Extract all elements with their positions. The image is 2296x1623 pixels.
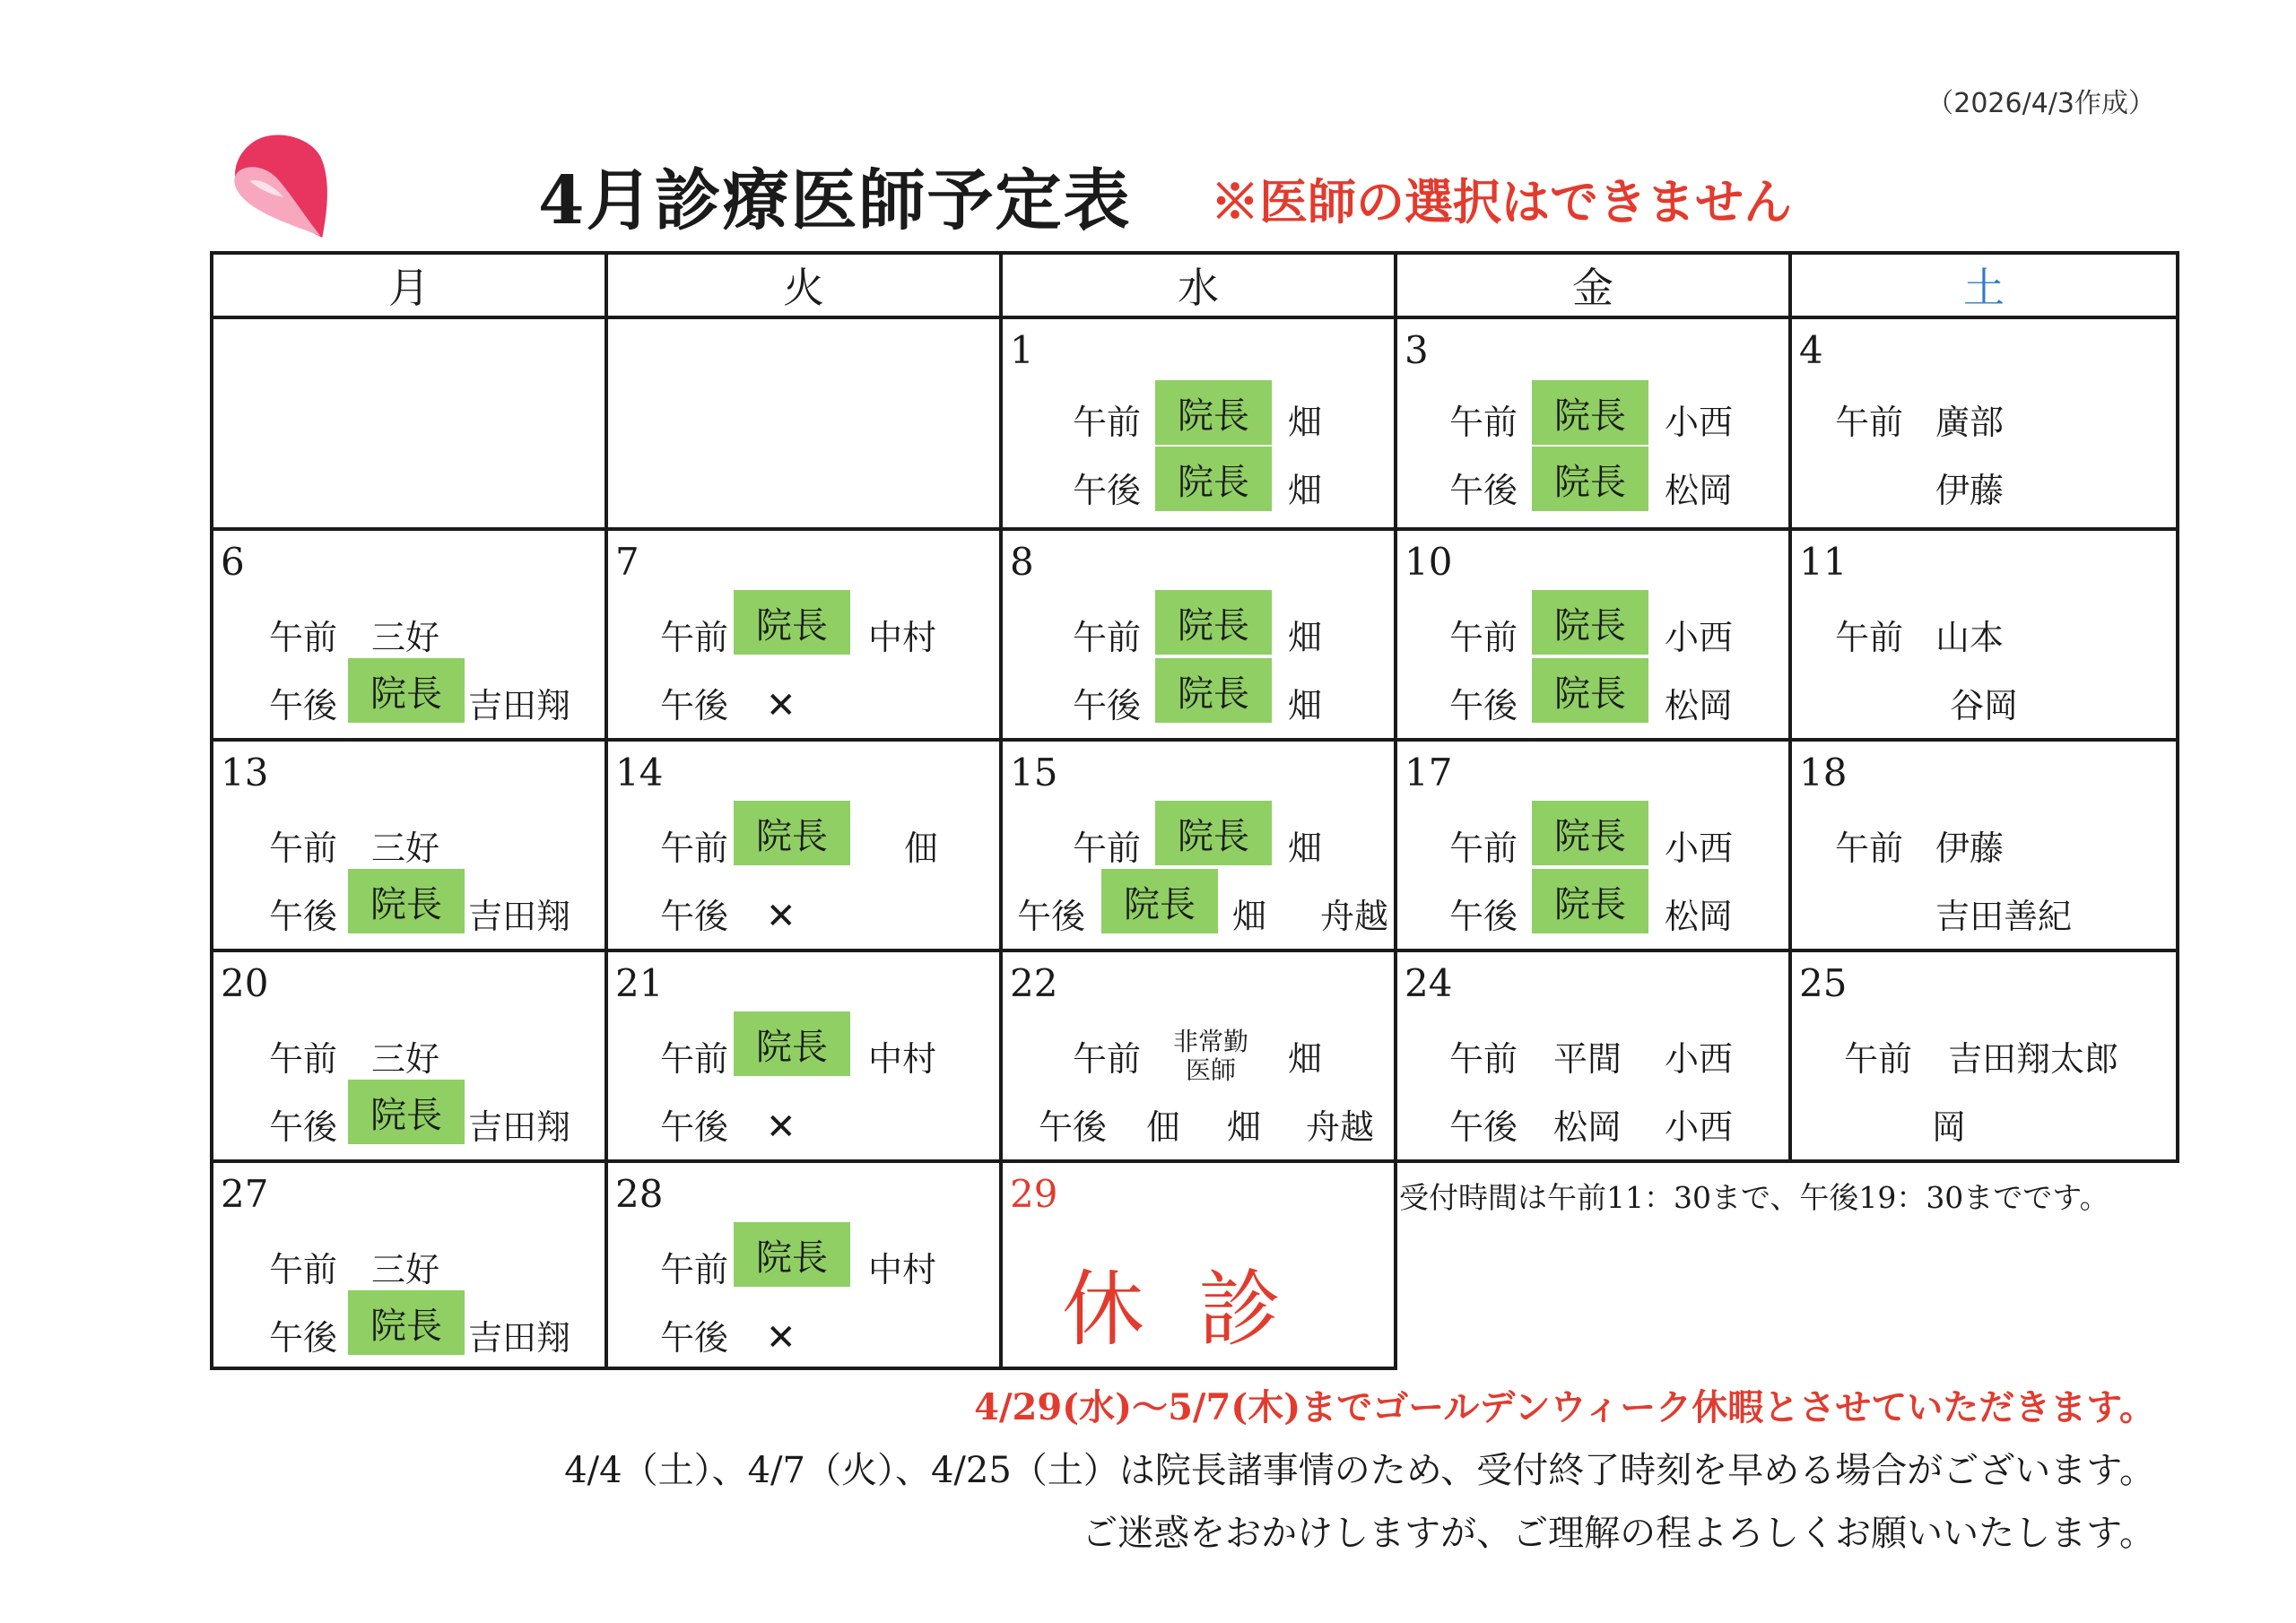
director-badge: 院長 <box>1532 869 1648 933</box>
director-badge: 院長 <box>348 658 465 723</box>
pm-doctor: 畑 <box>1288 471 1323 510</box>
header-mon: 月 <box>210 251 608 319</box>
pm-doctor: 佃 <box>1146 1107 1181 1147</box>
director-badge: 院長 <box>1532 380 1648 445</box>
pm-label: 午後 <box>660 1318 729 1358</box>
pm-doctor: 吉田翔 <box>468 1318 571 1358</box>
am-label: 午前 <box>269 1039 338 1079</box>
am-doctor: 三好 <box>371 1250 440 1289</box>
day-cell-25 <box>1788 949 2179 1163</box>
director-badge: 院長 <box>1532 801 1648 865</box>
am-doctor: 伊藤 <box>1935 829 2005 868</box>
am-doctor: 佃 <box>904 829 939 868</box>
am-label: 午前 <box>1835 829 1904 868</box>
pm-label: 午後 <box>269 1107 338 1147</box>
director-badge: 院長 <box>1532 447 1648 511</box>
closed-mark-icon: ✕ <box>766 685 796 726</box>
pm-label: 午後 <box>269 686 338 725</box>
day-number: 28 <box>615 1172 664 1216</box>
pm-doctor: 松岡 <box>1553 1107 1622 1147</box>
am-doctor: 三好 <box>371 618 440 657</box>
header-tue: 火 <box>604 251 1003 319</box>
director-badge: 院長 <box>734 801 850 865</box>
day-cell-20 <box>210 949 608 1163</box>
pm-doctor: 小西 <box>1665 1107 1734 1147</box>
day-cell-18 <box>1788 738 2179 952</box>
pm-doctor: 畑 <box>1288 686 1323 725</box>
day-number: 14 <box>615 751 664 794</box>
empty-cell <box>210 316 608 531</box>
am-label: 午前 <box>1844 1039 1913 1079</box>
day-cell-4 <box>1788 316 2179 531</box>
pm-label: 午後 <box>660 686 729 725</box>
am-label: 午前 <box>1073 403 1142 442</box>
director-badge: 院長 <box>1101 869 1218 933</box>
director-badge: 院長 <box>734 590 850 655</box>
pm-label: 午後 <box>660 1107 729 1147</box>
closed-mark-icon: ✕ <box>766 1317 796 1358</box>
am-label: 午前 <box>1835 403 1904 442</box>
am-label: 午前 <box>269 618 338 657</box>
am-label: 午前 <box>1835 618 1904 657</box>
golden-week-notice: 4/29(水)～5/7(木)までゴールデンウィーク休暇とさせていただきます。 <box>974 1386 2155 1428</box>
day-number: 15 <box>1010 751 1058 794</box>
pm-label: 午後 <box>1449 897 1518 936</box>
pm-doctor: 吉田善紀 <box>1935 897 2073 936</box>
pm-doctor: 谷岡 <box>1950 686 2019 725</box>
am-label: 午前 <box>660 618 729 657</box>
day-cell-21 <box>604 949 1003 1163</box>
director-badge: 院長 <box>1155 658 1272 723</box>
pm-doctor: 畑 <box>1227 1107 1262 1147</box>
day-number: 27 <box>221 1172 269 1216</box>
day-number: 1 <box>1010 328 1034 372</box>
part-time-doctor: 非常勤 医師 <box>1173 1027 1249 1086</box>
am-label: 午前 <box>1449 618 1518 657</box>
pm-label: 午後 <box>1449 471 1518 510</box>
am-doctor: 小西 <box>1665 403 1734 442</box>
pm-doctor: 舟越 <box>1320 897 1389 936</box>
pm-doctor: 舟越 <box>1306 1107 1375 1147</box>
day-cell-17 <box>1394 738 1792 952</box>
pm-doctor: 伊藤 <box>1935 471 2005 510</box>
pm-doctor: 畑 <box>1232 897 1267 936</box>
day-cell-28 <box>604 1159 1003 1370</box>
day-number: 20 <box>221 961 269 1005</box>
am-label: 午前 <box>1449 403 1518 442</box>
page-title: 4月診療医師予定表 <box>538 162 1132 239</box>
am-doctor: 廣部 <box>1935 403 2005 442</box>
director-badge: 院長 <box>734 1011 850 1076</box>
day-number: 18 <box>1799 751 1848 794</box>
pm-doctor: 松岡 <box>1665 686 1734 725</box>
am-label: 午前 <box>660 1039 729 1079</box>
day-cell-6 <box>210 527 608 742</box>
reception-hours: 受付時間は午前11：30まで、午後19：30までです。 <box>1399 1180 2109 1215</box>
created-date: （2026/4/3作成） <box>1926 88 2155 119</box>
pm-doctor: 岡 <box>1932 1107 1967 1147</box>
director-badge: 院長 <box>348 1080 465 1144</box>
day-cell-10 <box>1394 527 1792 742</box>
am-doctor: 中村 <box>868 1039 937 1079</box>
pm-doctor: 吉田翔 <box>468 897 571 936</box>
am-doctor: 畑 <box>1288 403 1323 442</box>
header-wed: 水 <box>999 251 1397 319</box>
day-cell-27 <box>210 1159 608 1370</box>
day-number: 24 <box>1405 961 1453 1005</box>
director-badge: 院長 <box>1532 590 1648 655</box>
am-doctor: 三好 <box>371 1039 440 1079</box>
closed-label: 休診 <box>1061 1262 1335 1358</box>
day-cell-15 <box>999 738 1397 952</box>
closed-mark-icon: ✕ <box>766 896 796 937</box>
day-number: 11 <box>1799 540 1848 584</box>
pm-label: 午後 <box>1073 686 1142 725</box>
day-cell-22 <box>999 949 1397 1163</box>
am-doctor: 畑 <box>1288 618 1323 657</box>
am-label: 午前 <box>1073 1039 1142 1079</box>
am-doctor: 畑 <box>1288 829 1323 868</box>
am-label: 午前 <box>1073 618 1142 657</box>
am-doctor: 中村 <box>868 618 937 657</box>
pm-label: 午後 <box>269 1318 338 1358</box>
am-doctor: 小西 <box>1665 618 1734 657</box>
director-badge: 院長 <box>1155 590 1272 655</box>
am-label: 午前 <box>660 829 729 868</box>
day-number: 7 <box>615 540 639 584</box>
pm-doctor: 松岡 <box>1665 471 1734 510</box>
day-cell-11 <box>1788 527 2179 742</box>
am-doctor: 山本 <box>1935 618 2005 657</box>
pm-doctor: 吉田翔 <box>468 686 571 725</box>
am-doctor: 小西 <box>1665 829 1734 868</box>
director-badge: 院長 <box>348 1290 465 1355</box>
day-cell-1 <box>999 316 1397 531</box>
am-label: 午前 <box>269 829 338 868</box>
day-cell-14 <box>604 738 1003 952</box>
day-number: 25 <box>1799 961 1848 1005</box>
director-badge: 院長 <box>1155 380 1272 445</box>
am-doctor: 畑 <box>1288 1039 1323 1079</box>
am-label: 午前 <box>1449 1039 1518 1079</box>
pm-label: 午後 <box>1039 1107 1108 1147</box>
day-number: 21 <box>615 961 664 1005</box>
pm-label: 午後 <box>1449 686 1518 725</box>
heart-icon <box>229 130 335 239</box>
day-number: 29 <box>1010 1172 1058 1216</box>
day-cell-7 <box>604 527 1003 742</box>
pm-label: 午後 <box>269 897 338 936</box>
am-doctor: 中村 <box>868 1250 937 1289</box>
pm-label: 午後 <box>660 897 729 936</box>
am-label: 午前 <box>1073 829 1142 868</box>
header-sat: 土 <box>1788 251 2179 319</box>
day-number: 13 <box>221 751 269 794</box>
pm-label: 午後 <box>1073 471 1142 510</box>
director-badge: 院長 <box>1532 658 1648 723</box>
day-number: 8 <box>1010 540 1034 584</box>
day-number: 4 <box>1799 328 1823 372</box>
day-cell-13 <box>210 738 608 952</box>
apology-notice: ご迷惑をおかけしますが、ご理解の程よろしくお願いいたします。 <box>1082 1513 2155 1554</box>
am-label: 午前 <box>1449 829 1518 868</box>
pm-doctor: 松岡 <box>1665 897 1734 936</box>
day-cell-8 <box>999 527 1397 742</box>
pm-doctor: 吉田翔 <box>468 1107 571 1147</box>
day-number: 3 <box>1405 328 1429 372</box>
closed-mark-icon: ✕ <box>766 1107 796 1148</box>
director-badge: 院長 <box>1155 801 1272 865</box>
early-close-notice: 4/4（土）、4/7（火）、4/25（土）は院長諸事情のため、受付終了時刻を早める場合がございます。 <box>564 1450 2155 1491</box>
am-doctor: 小西 <box>1665 1039 1734 1079</box>
am-label: 午前 <box>660 1250 729 1289</box>
header-fri: 金 <box>1394 251 1792 319</box>
am-label: 午前 <box>269 1250 338 1289</box>
am-doctor: 三好 <box>371 829 440 868</box>
pm-label: 午後 <box>1017 897 1086 936</box>
day-cell-29 <box>999 1159 1397 1370</box>
pm-label: 午後 <box>1449 1107 1518 1147</box>
director-badge: 院長 <box>348 869 465 933</box>
day-number: 6 <box>221 540 245 584</box>
am-doctor: 吉田翔太郎 <box>1948 1039 2119 1079</box>
director-badge: 院長 <box>734 1222 850 1287</box>
empty-cell <box>604 316 1003 531</box>
doctor-selection-notice: ※医師の選択はできません <box>1211 173 1792 230</box>
director-badge: 院長 <box>1155 447 1272 511</box>
am-doctor: 平間 <box>1553 1039 1622 1079</box>
day-cell-3 <box>1394 316 1792 531</box>
day-cell-24 <box>1394 949 1792 1163</box>
day-number: 22 <box>1010 961 1058 1005</box>
day-number: 17 <box>1405 751 1453 794</box>
day-number: 10 <box>1405 540 1453 584</box>
